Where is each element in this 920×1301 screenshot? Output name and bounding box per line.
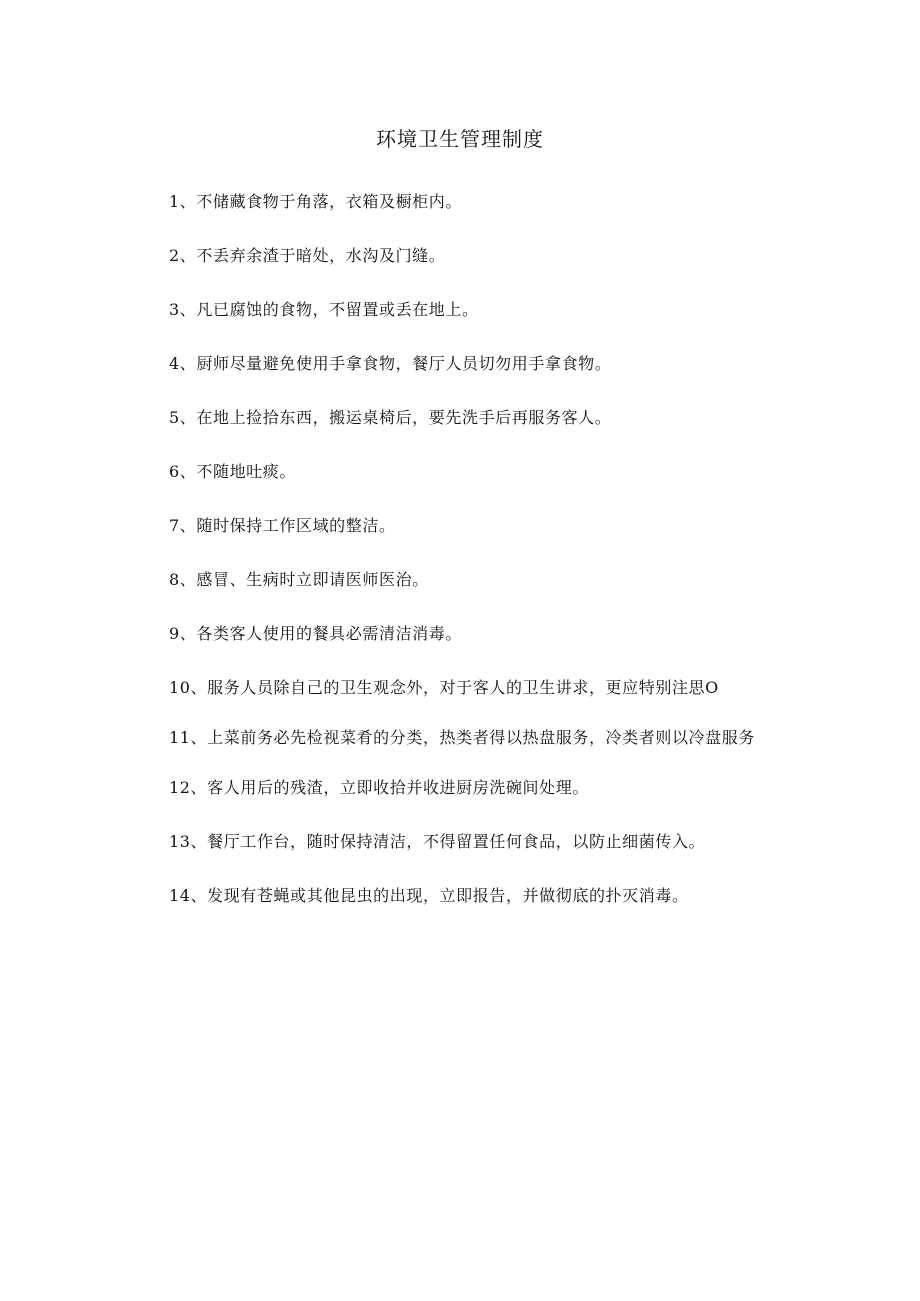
rule-item-10: 10、服务人员除自己的卫生观念外，对于客人的卫生讲求，更应特别注思O: [169, 678, 719, 697]
rule-item-13: 13、餐厅工作台，随时保持清洁，不得留置任何食品，以防止细菌传入。: [169, 832, 706, 851]
rule-item-12: 12、客人用后的残渣，立即收拾并收进厨房洗碗间处理。: [169, 778, 589, 797]
rule-item-8: 8、感冒、生病时立即请医师医治。: [169, 570, 429, 589]
rule-item-3: 3、凡已腐蚀的食物，不留置或丢在地上。: [169, 300, 479, 319]
rule-item-4: 4、厨师尽量避免使用手拿食物，餐厅人员切勿用手拿食物。: [169, 354, 612, 373]
document-title: 环境卫生管理制度: [376, 127, 544, 151]
rule-list: [139, 188, 774, 936]
rule-item-14: 14、发现有苍蝇或其他昆虫的出现，立即报告，并做彻底的扑灭消毒。: [169, 886, 689, 905]
rule-item-7: 7、随时保持工作区域的整洁。: [169, 516, 396, 535]
rule-item-2: 2、不丢弃余渣于暗处，水沟及门缝。: [169, 246, 446, 265]
rule-item-11: 11、上菜前务必先检视菜肴的分类，热类者得以热盘服务，冷类者则以冷盘服务: [169, 728, 755, 747]
rule-item-1: 1、不储藏食物于角落，衣箱及橱柜内。: [169, 192, 462, 211]
rule-item-5: 5、在地上捡拾东西，搬运桌椅后，要先洗手后再服务客人。: [169, 408, 612, 427]
rule-item-9: 9、各类客人使用的餐具必需清洁消毒。: [169, 624, 462, 643]
rule-item-6: 6、不随地吐痰。: [169, 462, 296, 481]
